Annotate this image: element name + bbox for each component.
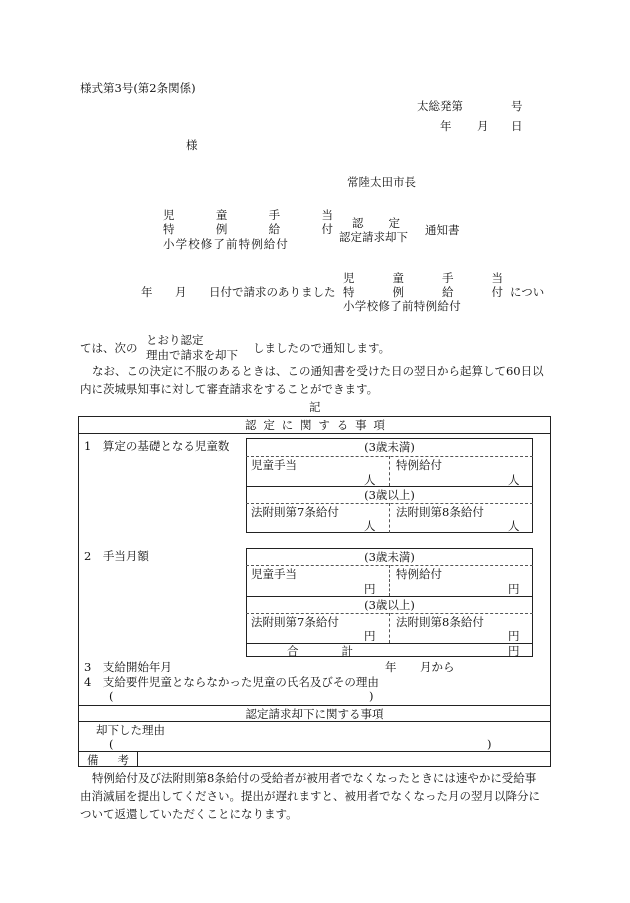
date-year: 年: [440, 119, 452, 133]
item4-label: 4 支給要件児童とならなかった児童の氏名及びその理由: [84, 675, 379, 689]
monthly-amount-under3-split: [389, 565, 390, 596]
section1-header-divider: [78, 433, 551, 434]
section2-top-divider: [78, 705, 551, 706]
remarks-label: 備 考: [87, 753, 129, 767]
footer-note-line3: ついて返還していただくことになります。: [80, 807, 298, 821]
p1-type-row1: 児 童 手 当: [343, 271, 503, 285]
section2-title: 認定請求却下に関する事項: [245, 707, 384, 721]
form-number: 様式第3号(第2条関係): [80, 81, 196, 95]
item3-month: 月から: [420, 660, 455, 674]
monthly-amount-unit-4: 円: [508, 629, 520, 643]
p1-month: 月: [175, 285, 187, 299]
child-count-over3-split: [389, 503, 390, 533]
addressee-honorific: 様: [186, 138, 198, 152]
monthly-amount-special: 特例給付: [396, 567, 442, 581]
p1-year: 年: [141, 285, 153, 299]
p1-text: 日付で請求のありました: [209, 285, 336, 299]
p2-option-approve: とおり認定: [146, 333, 204, 347]
child-count-unit-1: 人: [364, 473, 376, 487]
p1-type-row2: 特 例 給 付: [343, 285, 503, 299]
appeal-notice-line2: 内に茨城県知事に対して審査請求をすることができます。: [80, 382, 379, 396]
appeal-notice-line1: なお、この決定に不服のあるときは、この通知書を受けた日の翌日から起算して60日以: [92, 364, 544, 378]
item4-paren-close: ): [369, 689, 374, 703]
monthly-amount-under3: (3歳未満): [364, 550, 415, 564]
reject-reason-label: 却下した理由: [96, 723, 165, 737]
monthly-amount-child-allowance: 児童手当: [251, 567, 297, 581]
child-count-under3-split: [389, 456, 390, 486]
reject-reason-paren-close: ): [487, 737, 492, 751]
issuer: 常陸太田市長: [347, 175, 416, 189]
date-day: 日: [511, 119, 523, 133]
doc-number-prefix: 太総発第: [417, 99, 463, 113]
child-count-unit-2: 人: [508, 473, 520, 487]
reject-reason-paren-open: (: [109, 737, 114, 751]
title-type-row3: 小学校修了前特例給付: [163, 237, 289, 251]
monthly-amount-over3-split: [389, 613, 390, 643]
monthly-amount-total-unit: 円: [508, 644, 520, 658]
title-type-row2: 特 例 給 付: [163, 222, 333, 236]
monthly-amount-unit-2: 円: [508, 582, 520, 596]
monthly-amount-art7: 法附則第7条給付: [251, 615, 339, 629]
item1-label: 1 算定の基礎となる児童数: [84, 439, 230, 453]
title-type-row1: 児 童 手 当: [163, 208, 333, 222]
child-count-under3: (3歳未満): [364, 440, 415, 454]
child-count-unit-3: 人: [364, 519, 376, 533]
child-count-over3: (3歳以上): [364, 488, 415, 502]
p1-type-row3: 小学校修了前特例給付: [343, 299, 461, 313]
item3-label: 3 支給開始年月: [84, 660, 172, 674]
monthly-amount-total-label: 合 計: [287, 644, 353, 658]
date-month: 月: [477, 119, 489, 133]
doc-number-suffix: 号: [511, 99, 523, 113]
footer-note-line2: 由消滅届を提出してください。提出が遅れますと、被用者でなくなった月の翌月以降分に: [80, 789, 540, 803]
section1-title: 認 定 に 関 す る 事 項: [245, 418, 385, 432]
child-count-special: 特例給付: [396, 458, 442, 472]
p2-start: ては、次の: [80, 341, 138, 355]
p1-tail: につい: [510, 285, 545, 299]
remarks-split: [137, 751, 138, 767]
child-count-art8: 法附則第8条給付: [396, 505, 484, 519]
monthly-amount-art8: 法附則第8条給付: [396, 615, 484, 629]
title-suffix: 通知書: [425, 223, 460, 237]
item2-label: 2 手当月額: [84, 549, 149, 563]
title-action-row2: 認定請求却下: [339, 230, 408, 244]
item4-paren-open: (: [109, 689, 114, 703]
title-action-row1: 認 定: [352, 216, 400, 230]
p2-end: しましたので通知します。: [253, 341, 391, 355]
child-count-child-allowance: 児童手当: [251, 458, 297, 472]
child-count-art7: 法附則第7条給付: [251, 505, 339, 519]
child-count-unit-4: 人: [508, 519, 520, 533]
child-count-mid-divider: [246, 486, 533, 487]
monthly-amount-unit-3: 円: [364, 629, 376, 643]
section2-header-divider: [78, 721, 551, 722]
p2-option-reject: 理由で請求を却下: [146, 348, 238, 362]
remarks-divider: [78, 751, 551, 752]
monthly-amount-over3: (3歳以上): [364, 598, 415, 612]
monthly-amount-mid-divider: [246, 596, 533, 597]
item3-year: 年: [385, 660, 397, 674]
ki-marker: 記: [309, 400, 321, 414]
footer-note-line1: 特例給付及び法附則第8条給付の受給者が被用者でなくなったときには速やかに受給事: [92, 771, 537, 785]
monthly-amount-unit-1: 円: [364, 582, 376, 596]
